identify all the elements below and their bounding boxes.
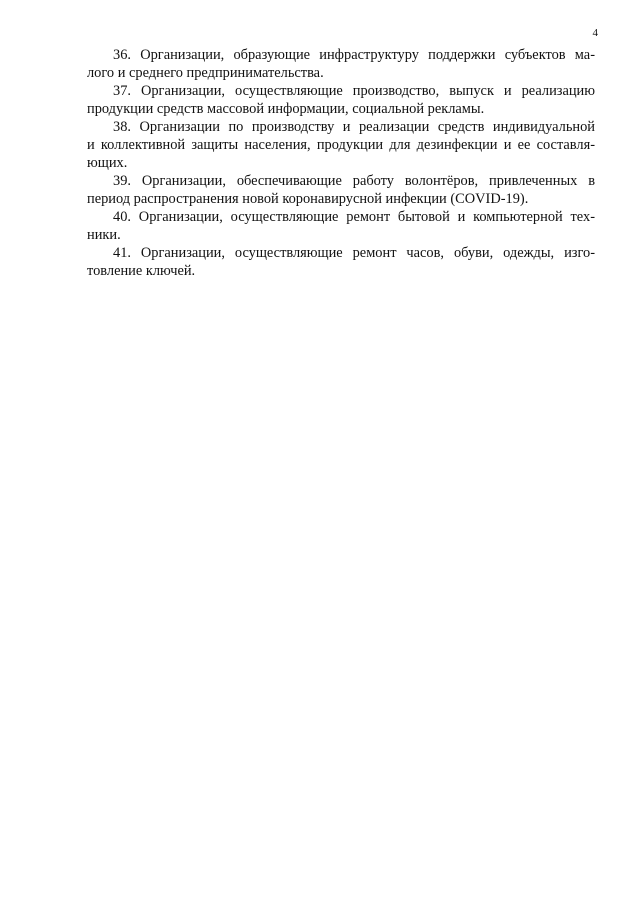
list-item-line: товление ключей.: [87, 263, 196, 279]
list-item: [87, 172, 595, 208]
list-item: [87, 118, 595, 172]
list-item-line: ники.: [87, 227, 121, 243]
list-item-line: 36. Организации, образующие инфраструктуру поддержки субъектов ма-: [113, 47, 595, 63]
list-item-line: 41. Организации, осуществляющие ремонт часов, обуви, одежды, изго-: [113, 245, 595, 261]
page-number: 4: [592, 27, 598, 39]
list-item: [87, 46, 595, 82]
document-body: [87, 46, 595, 280]
list-item: [87, 82, 595, 118]
list-item: [87, 208, 595, 244]
list-item-line: период распространения новой коронавирусной инфекции (COVID-19).: [87, 191, 529, 207]
list-item-line: 39. Организации, обеспечивающие работу волонтёров, привлеченных в: [113, 173, 595, 189]
list-item-line: 37. Организации, осуществляющие производство, выпуск и реализацию: [113, 83, 595, 99]
list-item-line: 40. Организации, осуществляющие ремонт бытовой и компьютерной тех-: [113, 209, 595, 225]
list-item: [87, 244, 595, 280]
list-item-line: ющих.: [87, 155, 128, 171]
list-item-line: лого и среднего предпринимательства.: [87, 65, 324, 81]
list-item-line: 38. Организации по производству и реализации средств индивидуальной: [113, 119, 595, 135]
list-item-line: продукции средств массовой информации, социальной рекламы.: [87, 101, 485, 117]
list-item-line: и коллективной защиты населения, продукции для дезинфекции и ее составля-: [87, 137, 595, 153]
